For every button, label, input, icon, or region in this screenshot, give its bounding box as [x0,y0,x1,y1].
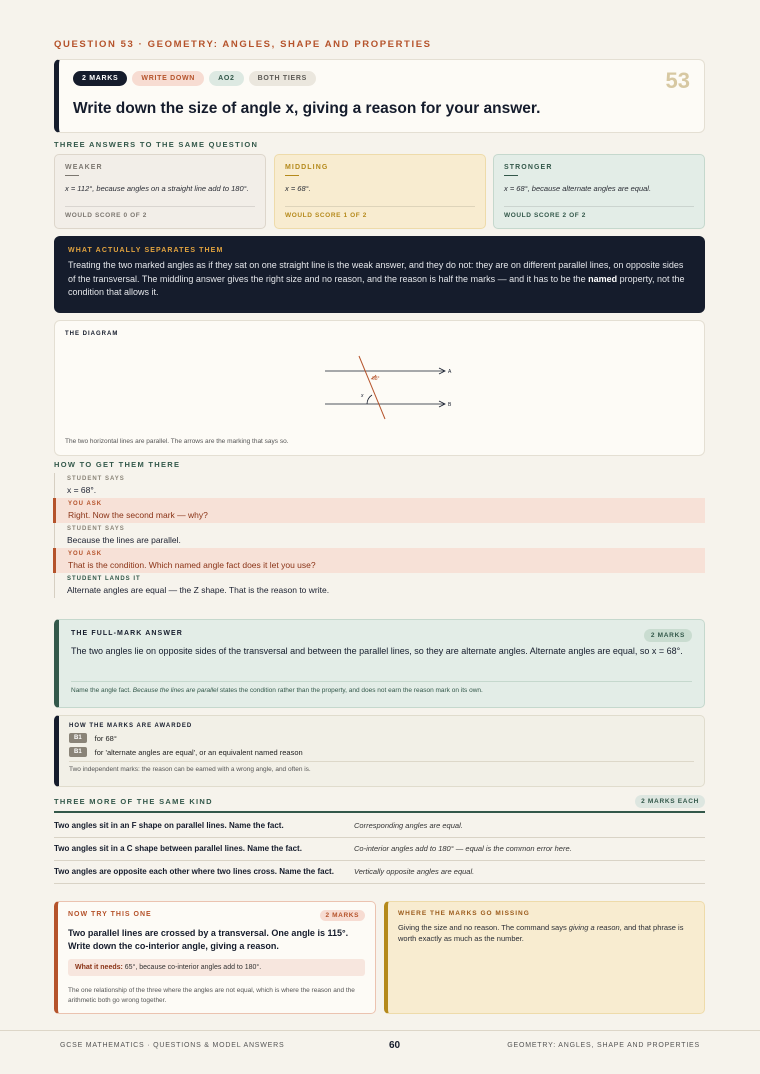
answer-text: x = 68°, because alternate angles are equal. [504,184,652,193]
practice-question: Two angles sit in an F shape on parallel lines. Name the fact. [54,821,284,830]
conversation-row [55,473,705,498]
practice-question: Two angles sit in a C shape between parallel lines. Name the fact. [54,844,302,853]
diagram-card [54,320,705,456]
answer-score: WOULD SCORE 2 OF 2 [504,206,694,219]
conversation [54,473,705,598]
note-part: states the condition rather than the property, and does not earn the reason mark on its own. [218,687,483,694]
diagram-heading: THE DIAGRAM [65,331,119,337]
try-question: Two parallel lines are crossed by a transversal. One angle is 115°. Write down the co-interior angle, giving a reason. [68,928,349,951]
try-card [54,901,376,1014]
try-needs [68,959,365,976]
tag-marks: 2 MARKS [73,71,127,86]
separates-text-part: property, not the condition that allows it. [68,273,685,297]
answer-rule [504,175,518,176]
question-text: Write down the size of angle x, giving a reason for your answer. [73,100,541,117]
try-heading: NOW TRY THIS ONE [68,911,152,918]
missing-part: , and that phrase is worth exactly as much as the number. [398,923,684,943]
speaker-text: That is the condition. Which named angle fact does it let you use? [68,560,316,570]
footer-right: GEOMETRY: ANGLES, SHAPE AND PROPERTIES [507,1042,700,1049]
line-label-a: A [448,369,452,375]
missing-heading: WHERE THE MARKS GO MISSING [398,910,530,917]
answers-heading: THREE ANSWERS TO THE SAME QUESTION [54,140,259,149]
missing-emphasis: giving a reason [568,923,620,932]
conversation-heading: HOW TO GET THEM THERE [54,460,181,469]
mark-text: for 68° [94,733,117,743]
missing-text [398,922,694,944]
speaker-label: STUDENT LANDS IT [67,576,141,582]
conversation-row [53,548,705,573]
angle-label-x: x [361,393,364,399]
needs-text: 65°, because co-interior angles add to 180°. [122,964,262,971]
mark-text: for 'alternate angles are equal', or an equivalent named reason [94,747,303,757]
answer-score: WOULD SCORE 1 OF 2 [285,206,475,219]
parallel-lines-diagram [55,321,706,457]
footer-left: GCSE MATHEMATICS · QUESTIONS & MODEL ANSWERS [60,1042,285,1049]
answer-text: x = 68°. [285,184,311,193]
mark-line [69,733,694,743]
try-note: The one relationship of the three where the angles are not equal, which is where the reason and the arithmetic both go wrong together. [68,987,355,1004]
missing-marks-card [384,901,705,1014]
speaker-label: YOU ASK [68,501,103,507]
page-number: 60 [389,1040,401,1051]
page-footer [0,1030,760,1074]
table-row [54,838,705,861]
angle-arc-x [367,395,372,404]
practice-question: Two angles are opposite each other where two lines cross. Name the fact. [54,867,334,876]
line-label-b: B [448,402,452,408]
full-mark-text: The two angles lie on opposite sides of the transversal and between the parallel lines, so they are alternate angles. Alternate angles are equal, so x = 68°. [71,646,683,656]
conversation-row [55,523,705,548]
practice-answer: Vertically opposite angles are equal. [354,867,475,876]
mark-scheme-heading: HOW THE MARKS ARE AWARDED [69,723,193,729]
mark-code: B1 [69,747,87,757]
needs-label: What it needs: [75,964,123,971]
practice-answer: Corresponding angles are equal. [354,821,463,830]
question-kicker: QUESTION 53 · GEOMETRY: ANGLES, SHAPE AND PROPERTIES [54,39,432,50]
full-mark-answer [54,619,705,708]
speaker-text: x = 68°. [67,485,97,495]
question-card [54,59,705,133]
question-tags [73,71,316,86]
mark-code: B1 [69,733,87,743]
answer-label: WEAKER [65,164,103,171]
answer-card-middling [274,154,486,229]
more-heading: THREE MORE OF THE SAME KIND [54,797,213,806]
speaker-label: YOU ASK [68,551,103,557]
more-table [54,815,705,884]
practice-answer: Co-interior angles add to 180° — equal is the common error here. [354,844,572,853]
mark-line [69,747,694,757]
transversal [359,356,385,419]
speaker-label: STUDENT SAYS [67,476,125,482]
diagram-caption: The two horizontal lines are parallel. The arrows are the marking that says so. [65,438,289,445]
answer-label: STRONGER [504,164,553,171]
tag-command: WRITE DOWN [132,71,204,86]
tag-objective: AO2 [209,71,244,86]
full-mark-note [71,681,692,694]
separates-text-part: Treating the two marked angles as if they sat on one straight line is the weak answer, and they do not: they are on different parallel lines, on opposite sides of the transversal. The middling answer gives the right size and no reason, and the reason is half the marks — and it has to be the [68,260,684,284]
answer-rule [65,175,79,176]
conversation-row [53,498,705,523]
conversation-row [55,573,705,598]
answer-card-stronger [493,154,705,229]
speaker-text: Right. Now the second mark — why? [68,510,208,520]
note-emphasis: Because the lines are parallel [132,687,219,694]
separates-emphasis: named [588,273,618,284]
speaker-label: STUDENT SAYS [67,526,125,532]
note-part: Name the angle fact. [71,687,133,694]
full-mark-heading: THE FULL-MARK ANSWER [71,630,183,637]
mark-scheme-note: Two independent marks: the reason can be earned with a wrong angle, and often is. [69,761,694,773]
answer-label: MIDDLING [285,164,329,171]
speaker-text: Because the lines are parallel. [67,535,181,545]
try-badge: 2 MARKS [320,910,365,921]
answer-score: WOULD SCORE 0 OF 2 [65,206,255,219]
separates-heading: WHAT ACTUALLY SEPARATES THEM [68,247,224,254]
separates-callout [54,236,705,313]
angle-label-68: 68° [372,376,380,382]
answer-rule [285,175,299,176]
speaker-text: Alternate angles are equal — the Z shape. That is the reason to write. [67,585,330,595]
more-header [54,797,705,813]
more-badge: 2 MARKS EACH [635,795,705,808]
table-row [54,815,705,838]
mark-scheme [54,715,705,787]
separates-text [68,259,691,300]
answer-text: x = 112°, because angles on a straight line add to 180°. [65,184,249,193]
answer-card-weaker [54,154,266,229]
table-row [54,861,705,884]
full-mark-badge: 2 MARKS [644,629,692,642]
tag-tier: BOTH TIERS [249,71,316,86]
missing-part: Giving the size and no reason. The command says [398,923,569,932]
question-number: 53 [665,68,690,93]
